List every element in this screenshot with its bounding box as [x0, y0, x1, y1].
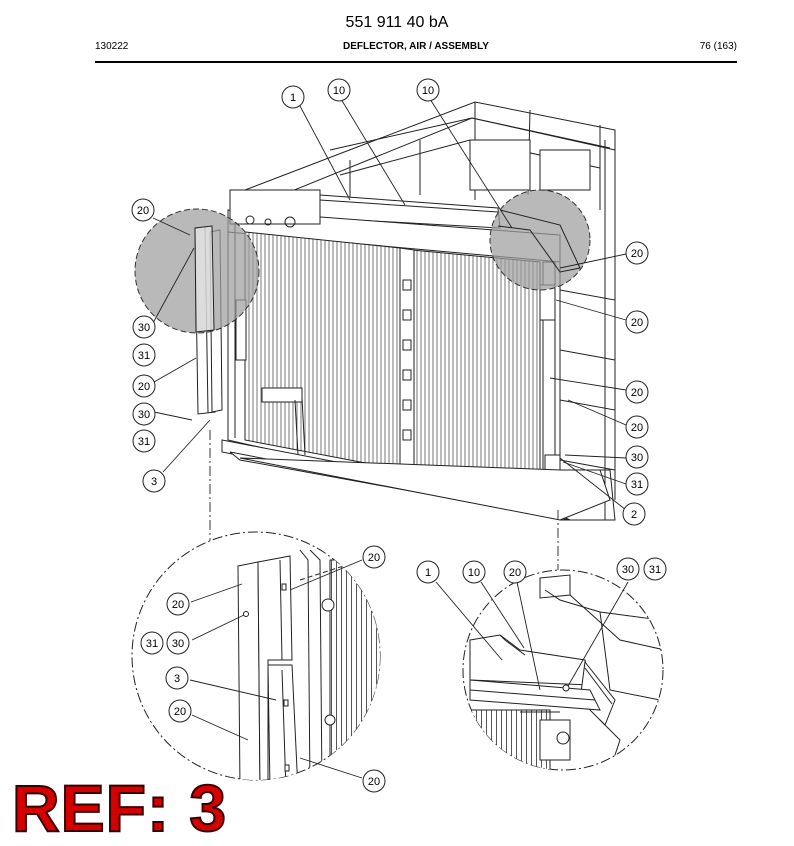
callout-bubble: [166, 667, 188, 689]
svg-text:20: 20: [136, 205, 150, 217]
svg-text:10: 10: [421, 85, 435, 97]
callout-bubble: [133, 403, 155, 425]
svg-text:2: 2: [630, 509, 638, 521]
callout-bubble: [504, 561, 526, 583]
svg-text:31: 31: [145, 638, 159, 650]
svg-text:20: 20: [630, 422, 644, 434]
callout-bubble: [463, 561, 485, 583]
callout-bubble: [282, 86, 304, 108]
detail-view-left: [132, 532, 390, 790]
callout-bubble: [617, 558, 639, 580]
svg-text:30: 30: [137, 409, 151, 421]
svg-text:20: 20: [137, 381, 151, 393]
callout-bubble: [626, 473, 648, 495]
svg-text:20: 20: [367, 776, 381, 788]
svg-text:20: 20: [630, 317, 644, 329]
callout-bubble: [141, 632, 163, 654]
callout-bubble: [644, 558, 666, 580]
callout-bubble: [626, 381, 648, 403]
svg-text:31: 31: [137, 436, 151, 448]
callout-bubble: [626, 416, 648, 438]
callout-bubble: [363, 546, 385, 568]
callout-bubble: [626, 311, 648, 333]
svg-text:20: 20: [630, 248, 644, 260]
callout-bubble: [167, 632, 189, 654]
svg-text:3: 3: [150, 476, 158, 488]
callout-bubble: [417, 79, 439, 101]
svg-text:30: 30: [171, 638, 185, 650]
callout-bubble: [417, 561, 439, 583]
callout-bubble: [626, 446, 648, 468]
callout-bubble: [133, 430, 155, 452]
svg-text:31: 31: [630, 479, 644, 491]
detail-view-right: [436, 570, 665, 770]
svg-text:20: 20: [630, 387, 644, 399]
callout-bubble: [133, 375, 155, 397]
svg-text:20: 20: [508, 567, 522, 579]
radiator-core-left: [245, 232, 402, 470]
callout-bubble: [133, 344, 155, 366]
page-number: 76 (163): [699, 41, 737, 52]
svg-text:20: 20: [367, 552, 381, 564]
page-title: DEFLECTOR, AIR / ASSEMBLY: [343, 41, 489, 52]
callout-bubble: [132, 199, 154, 221]
date-code: 130222: [95, 41, 129, 52]
radiator-core-right: [412, 250, 540, 500]
callout-bubble: [363, 770, 385, 792]
callout-bubble: [143, 470, 165, 492]
svg-text:1: 1: [289, 92, 297, 104]
ref-label: REF: 3: [12, 771, 228, 845]
document-number: 551 911 40 bA: [345, 14, 449, 31]
svg-text:30: 30: [630, 452, 644, 464]
svg-text:3: 3: [173, 673, 181, 685]
svg-text:10: 10: [332, 85, 346, 97]
callout-bubble: [169, 700, 191, 722]
svg-text:31: 31: [648, 564, 662, 576]
svg-text:31: 31: [137, 350, 151, 362]
callout-bubble: [328, 79, 350, 101]
callout-bubble: [133, 316, 155, 338]
main-assembly-view: [195, 102, 615, 520]
svg-text:20: 20: [173, 706, 187, 718]
highlight-right-deflector: [490, 190, 590, 290]
svg-text:20: 20: [171, 599, 185, 611]
svg-text:30: 30: [137, 322, 151, 334]
svg-text:30: 30: [621, 564, 635, 576]
svg-text:1: 1: [424, 567, 432, 579]
svg-text:10: 10: [467, 567, 481, 579]
callout-bubble: [623, 503, 645, 525]
callout-bubble: [167, 593, 189, 615]
callout-bubble: [626, 242, 648, 264]
